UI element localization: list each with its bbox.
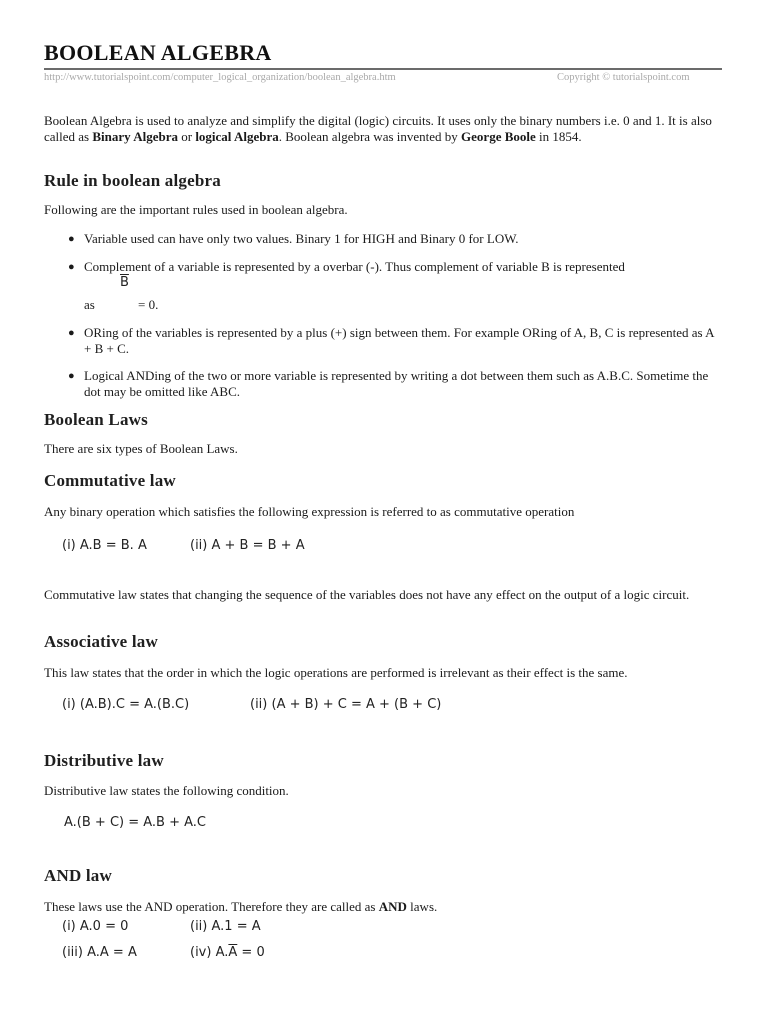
complement-b-symbol: $\overline{B}$ xyxy=(120,275,129,290)
intro-bold-3: George Boole xyxy=(461,129,536,144)
bullet-icon: ● xyxy=(68,233,75,245)
rule-item-2: Complement of a variable is represented by a overbar (-). Thus complement of variable B is represented xyxy=(84,259,625,274)
rule-item-2-as: as xyxy=(84,297,95,312)
page-title: BOOLEAN ALGEBRA xyxy=(44,40,272,65)
and-law-formula-3: (iii) A.A = A xyxy=(62,945,137,960)
bullet-icon: ● xyxy=(68,370,75,382)
commutative-formula-1: (i) A.B = B. A xyxy=(62,538,147,553)
and-law-formula-4-pre: (iv) A. xyxy=(190,945,229,960)
laws-lead: There are six types of Boolean Laws. xyxy=(44,441,238,456)
and-law-formula-4 xyxy=(190,945,265,960)
laws-heading: Boolean Laws xyxy=(44,410,148,429)
and-law-heading: AND law xyxy=(44,866,112,885)
commutative-formula-2: (ii) A + B = B + A xyxy=(190,538,305,553)
and-law-lead-text-2: laws. xyxy=(406,899,438,914)
intro-text-3: . Boolean algebra was invented by xyxy=(278,129,462,144)
copyright-notice: Copyright © tutorialspoint.com xyxy=(557,72,690,83)
distributive-heading: Distributive law xyxy=(44,751,164,770)
intro-paragraph xyxy=(44,113,724,145)
intro-text-1: Boolean Algebra is used to analyze and simplify the digital (logic) circuits. It uses only the binary numbers i.e. 0 and 1. It is also called as xyxy=(44,113,712,144)
and-law-formula-4-post: = 0 xyxy=(237,945,265,960)
header-divider xyxy=(44,68,722,70)
source-url[interactable]: http://www.tutorialspoint.com/computer_logical_organization/boolean_algebra.htm xyxy=(44,72,396,83)
intro-bold-1: Binary Algebra xyxy=(92,129,178,144)
and-law-lead-bold: AND xyxy=(378,899,407,914)
intro-bold-2: logical Algebra xyxy=(195,129,279,144)
distributive-lead: Distributive law states the following condition. xyxy=(44,783,289,798)
associative-heading: Associative law xyxy=(44,632,158,651)
rule-item-1: Variable used can have only two values. Binary 1 for HIGH and Binary 0 for LOW. xyxy=(84,231,519,246)
bullet-icon: ● xyxy=(68,261,75,273)
and-law-formula-2: (ii) A.1 = A xyxy=(190,919,261,934)
rules-heading: Rule in boolean algebra xyxy=(44,171,221,190)
rule-item-3: ORing of the variables is represented by a plus (+) sign between them. For example ORing of A, B, C is represented as A + B + C. xyxy=(84,325,714,356)
commutative-lead: Any binary operation which satisfies the following expression is referred to as commutative operation xyxy=(44,504,575,519)
distributive-formula: A.(B + C) = A.B + A.C xyxy=(64,815,206,830)
associative-formula-2: (ii) (A + B) + C = A + (B + C) xyxy=(250,697,442,712)
associative-formula-1: (i) (A.B).C = A.(B.C) xyxy=(62,697,190,712)
associative-lead: This law states that the order in which the logic operations are performed is irrelevant as their effect is the same. xyxy=(44,665,628,680)
bullet-icon: ● xyxy=(68,327,75,339)
rule-item-4: Logical ANDing of the two or more variable is represented by writing a dot between them such as A.B.C. Sometime the dot may be omitted like ABC. xyxy=(84,368,709,399)
and-law-formula-1: (i) A.0 = 0 xyxy=(62,919,129,934)
commutative-heading: Commutative law xyxy=(44,471,176,490)
and-law-formula-4-bar: $\overline{A}$ xyxy=(228,945,238,960)
intro-text-4: in 1854. xyxy=(535,129,582,144)
rules-lead: Following are the important rules used in boolean algebra. xyxy=(44,202,348,217)
rule-item-2-eq: = 0. xyxy=(138,297,159,312)
and-law-lead-text-1: These laws use the AND operation. Therefore they are called as xyxy=(44,899,379,914)
and-law-lead xyxy=(44,899,724,915)
commutative-description: Commutative law states that changing the sequence of the variables does not have any effect on the output of a logic circuit. xyxy=(44,587,690,602)
intro-text-2: or xyxy=(177,129,196,144)
